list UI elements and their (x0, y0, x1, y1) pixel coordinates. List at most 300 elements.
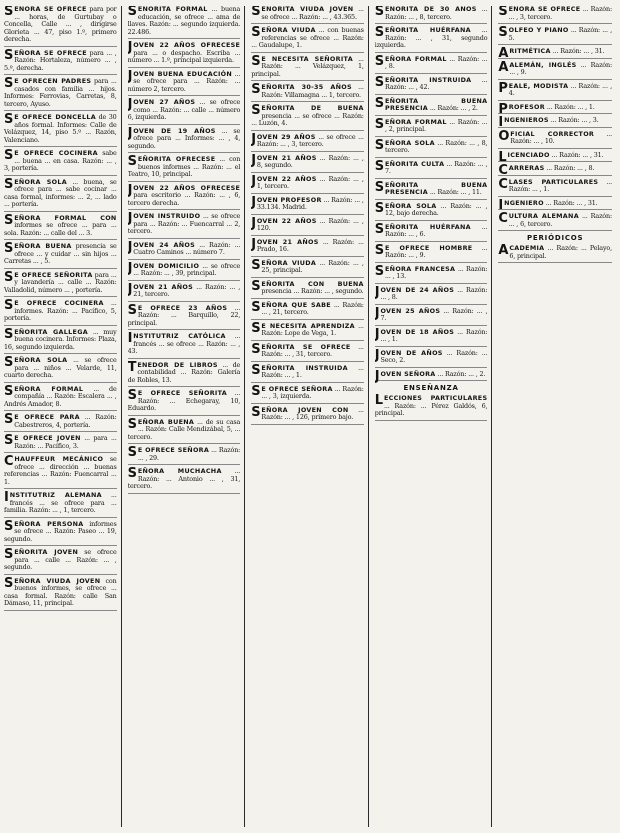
ad-heading: ALEMÁN, INGLÉS (509, 60, 577, 69)
classified-ad (128, 6, 241, 39)
ad-body: ... Razón: ... Seco, 2. (380, 348, 488, 364)
ad-body: de 30 años formal. Informes: Calle de Velázquez, 14, piso 5.º ... Razón, Valenciano. (4, 113, 117, 144)
ad-initial-letter: S (4, 269, 14, 285)
ad-initial-letter: S (127, 445, 137, 460)
classified-ad (251, 320, 364, 341)
classified-ad (127, 182, 241, 211)
ad-heading: RITMÉTICA (509, 47, 551, 55)
ad-initial-letter: S (4, 383, 14, 399)
classified-ad (127, 125, 241, 154)
classified-column-4 (375, 6, 493, 827)
ad-body: ... se ofrece para ... niños ... Velarde, 11, cuarto derecha. (4, 356, 117, 379)
section-heading: PERIÓDICOS (526, 234, 584, 242)
ad-initial-letter: S (4, 575, 14, 591)
classified-ad (375, 6, 488, 24)
ad-body: ... Razón: ... , 13. (385, 264, 488, 280)
ad-body: ... Razón: ... , 1. (380, 327, 488, 343)
ad-heading: OVEN 21 AÑOS (256, 237, 319, 246)
ad-heading: EÑORITA BUENA PRESENCIA (385, 96, 488, 112)
classified-ad (4, 326, 117, 355)
classified-ad (251, 84, 364, 102)
ad-body: ... Razón: ... , 7. (380, 306, 488, 322)
ad-initial-letter: S (127, 416, 137, 432)
ad-initial-letter: J (127, 125, 133, 141)
ad-heading: OVEN 22 AÑOS OFRECESE (133, 183, 241, 192)
ad-initial-letter: J (127, 211, 133, 226)
classified-ad (128, 447, 241, 465)
ad-heading: E OFRECE COCINERA (14, 299, 104, 307)
ad-heading: NGENIEROS (504, 116, 549, 124)
ad-heading: EÑORITA HUÉRFANA (385, 222, 471, 231)
classified-ad (4, 114, 117, 147)
ad-initial-letter: S (4, 241, 14, 256)
ad-heading: EÑORA MUCHACHA (137, 467, 222, 475)
ad-body: ... francés ... se ofrece ... Razón: ... , 43. (127, 332, 241, 355)
ad-body: ... Razón: ... , 3, tercero. (508, 6, 612, 21)
ad-body: ... Razón: ... , 29. (137, 446, 241, 462)
ad-initial-letter: J (374, 368, 380, 384)
classified-ad (128, 333, 241, 359)
ad-body: sabe ... buena ... en casa. Razón: ... , 3, portería. (4, 149, 117, 172)
ad-heading: EÑORA SE OFRECE (14, 48, 87, 57)
ad-heading: ICENCIADO (507, 150, 550, 159)
ad-initial-letter: S (251, 341, 261, 357)
ad-heading: EÑORITA CULTA (385, 159, 445, 168)
ad-body: ... Razón: ... , 7. (385, 159, 488, 175)
classified-ad (251, 105, 364, 131)
ad-initial-letter: J (127, 68, 133, 84)
ad-body: presencia se ofrece ... y cuidar ... sin hijos ... Carretas ... , 5. (4, 242, 117, 265)
ad-body: ... Razón: ... Cuatro Caminos ... número 7. (133, 240, 241, 256)
classified-ad (251, 152, 364, 173)
ad-body: ... de su casa ... Razón: Calle Mendizábal, 5, ... tercero. (127, 417, 241, 441)
ad-initial-letter: S (498, 6, 508, 19)
ad-initial-letter: S (251, 103, 261, 118)
ad-initial-letter: S (4, 112, 14, 127)
ad-heading: E OFRECE JOVEN (14, 434, 81, 442)
ad-body: ... Razón: ... , 33.134. Madrid. (256, 195, 364, 211)
ad-initial-letter: S (498, 25, 508, 40)
ad-initial-letter: J (374, 305, 380, 321)
classified-ad (498, 48, 612, 59)
classified-ad (4, 435, 117, 453)
ad-body: ... Razón: ... Pelayo, 6, principal. (509, 244, 612, 260)
ad-initial-letter: S (4, 326, 14, 342)
ad-heading: OVEN DE AÑOS (380, 348, 443, 357)
ad-body: se ofrece ... dirección ... buenas referencias ... Razón: Fuencarral ... 1. (4, 455, 117, 486)
classified-ad (4, 6, 117, 47)
ad-initial-letter: S (374, 242, 385, 258)
classified-ad (4, 456, 117, 489)
ad-heading: OVEN DE 19 AÑOS (133, 126, 216, 135)
ad-body: ... buena educación, se ofrece ... ama de llaves. Razón: ... segundo izquierda. 22.486. (127, 6, 241, 36)
ad-body: se ofrece para ... calle ... Razón: ... , segundo. (4, 548, 117, 571)
ad-initial-letter: J (127, 182, 133, 198)
classified-ad (4, 269, 117, 298)
ad-heading: OVEN INSTRUIDO (133, 212, 201, 220)
ad-heading: EÑORITA FORMAL (137, 6, 208, 13)
ad-body: ... Razón: ... , 8. (380, 285, 488, 301)
classified-ad (374, 284, 488, 305)
classified-ad (251, 131, 364, 152)
ad-initial-letter: S (251, 299, 261, 315)
ad-heading: E OFRECE SEÑORA (261, 384, 333, 393)
ad-initial-letter: J (374, 284, 380, 300)
ad-heading: EÑORA FORMAL (14, 384, 84, 393)
ad-body: ... Razón: ... , 8, tercero. (385, 6, 488, 21)
ad-heading: EÑORA FORMAL (385, 117, 447, 126)
ad-initial-letter: J (251, 152, 256, 168)
classified-ad (4, 414, 117, 432)
ad-initial-letter: S (127, 302, 137, 318)
ad-heading: EÑORITA OFRECESE (137, 155, 216, 163)
ad-initial-letter: J (374, 326, 380, 342)
classified-ad (498, 165, 612, 176)
classified-ad (498, 197, 612, 213)
ad-body: ... con buenos informes ... Razón: ... el Teatro, 10, principal. (127, 155, 241, 178)
ad-heading: EÑORA FRANCESA (385, 264, 456, 273)
ad-heading: E OFRECE HOMBRE (385, 243, 473, 252)
ad-heading: EÑORITA DE BUENA (261, 104, 364, 112)
ad-initial-letter: P (498, 80, 508, 96)
ad-body: para ... o despacho. Escriba ... número ... 1.º, principal izquierda. (127, 48, 241, 64)
ad-initial-letter: C (498, 176, 508, 192)
classified-ad (251, 6, 364, 24)
ad-initial-letter: S (374, 221, 385, 237)
ad-body: ... se ofrece ... Razón: ... , 39, principal. (133, 261, 241, 277)
ad-body: ... de compañía ... Razón: Escalera ... , Andrés Amador, 8. (4, 384, 117, 408)
ad-heading: HAUFFEUR MECÁNICO (14, 455, 104, 463)
ad-initial-letter: J (251, 173, 256, 189)
ad-initial-letter: O (498, 128, 510, 144)
ad-initial-letter: S (374, 6, 385, 19)
classified-ad (374, 263, 488, 284)
ad-body: ... Razón: ... , 3. (550, 116, 599, 124)
ad-body: ... se ofrece para ... Informes: ... , 4, segundo. (127, 126, 241, 150)
ad-initial-letter: J (127, 260, 133, 276)
ad-heading: EÑORA JOVEN CON (261, 405, 349, 414)
ad-body: ... Razón: ... , 1, tercero. (256, 174, 364, 190)
classified-ad (374, 74, 488, 95)
ad-body: ... Razón: ... Echegaray, 10, Eduardo. (127, 389, 241, 412)
classified-ad (374, 179, 488, 200)
classified-ad (374, 347, 488, 368)
ad-initial-letter: S (4, 76, 14, 91)
classified-ad (498, 27, 612, 45)
ad-initial-letter: L (498, 149, 507, 165)
ad-heading: EÑORA VIUDA JOVEN (14, 576, 101, 585)
classified-ad (128, 390, 241, 416)
ad-initial-letter: S (251, 82, 261, 97)
ad-body: con buenos informes, se ofrece ... casa formal. Razón: calle San Dámaso, 11, principal. (4, 576, 117, 607)
ad-body: ... Razón: ... , 42. (385, 75, 488, 91)
ad-body: ... Razón: ... , 31. (545, 198, 598, 207)
ad-initial-letter: S (127, 466, 137, 481)
classified-ad (251, 341, 364, 362)
ad-heading: EÑORITA JOVEN (14, 548, 79, 556)
ad-body: ... Razón: ... Barquillo, 22, principal. (127, 303, 241, 327)
classified-ad (374, 95, 488, 116)
ad-initial-letter: J (374, 347, 380, 363)
ad-body: para ... , Razón: Hortaleza, número ... , 5.º, derecha. (4, 48, 117, 72)
classified-column-3 (251, 6, 369, 827)
ad-heading: CADEMIA (509, 244, 545, 252)
classified-ad (251, 215, 364, 236)
ad-body: ... Razón: ... Velázquez, 1, principal. (251, 54, 364, 78)
classified-ad (127, 260, 241, 281)
ad-heading: EÑORA SOLA (385, 138, 435, 147)
ad-initial-letter: L (374, 393, 383, 408)
ad-initial-letter: S (127, 154, 137, 169)
ad-heading: EÑORA SE OFRECE (508, 6, 581, 13)
ad-initial-letter: C (498, 211, 508, 226)
classified-ad (4, 243, 117, 269)
ad-body: informes se ofrece ... Razón: Paseo ... 19, segundo. (4, 519, 117, 543)
ad-initial-letter: S (251, 383, 261, 399)
ad-heading: E OFRECE SEÑORITA (137, 389, 227, 397)
ad-initial-letter: S (374, 137, 385, 153)
ad-body: ... Razón: ... , 9. (385, 243, 488, 259)
ad-body: ... muy buena cocinera. Informes: Plaza, 16, segundo izquierda. (4, 327, 117, 351)
ad-body: presencia ... se ofrece ... Razón: ... Luzón, 4. (251, 111, 364, 127)
ad-initial-letter: S (374, 95, 385, 111)
ad-heading: EÑORA FORMAL CON (14, 213, 117, 222)
ad-initial-letter: A (498, 46, 509, 61)
ad-initial-letter: S (374, 116, 385, 132)
classified-ad (127, 359, 241, 388)
ad-initial-letter: S (251, 53, 261, 69)
ad-heading: ENEDOR DE LIBROS (137, 360, 218, 369)
ad-initial-letter: I (4, 490, 9, 505)
ad-body: ... Razón: Cabestreros, 4, portería. (14, 413, 117, 429)
ad-body: ... Razón: ... , 2. (437, 369, 486, 378)
ad-body: ... Razón: ... Antonio ... , 31, tercero. (127, 467, 241, 490)
ad-initial-letter: I (127, 331, 133, 346)
ad-heading: OVEN 24 AÑOS (133, 240, 196, 249)
ad-body: ... se ofrece para ... Razón: ... Fuencarral ... 2, tercero. (127, 212, 241, 235)
ad-heading: ARRERAS (508, 164, 545, 172)
classified-ad (375, 395, 488, 421)
classified-ad (4, 212, 117, 241)
ad-heading: NGENIERO (504, 198, 544, 207)
ad-body: ... Razón: ... , 31, tercero. (261, 342, 364, 358)
ad-heading: EÑORA SOLA (14, 177, 68, 186)
ad-initial-letter: S (4, 412, 14, 427)
ad-initial-letter: J (251, 131, 256, 147)
ad-heading: EÑORITA INSTRUIDA (261, 363, 348, 372)
ad-body: ... Razón: ... , 21, tercero. (261, 300, 364, 316)
classified-ad (498, 101, 612, 117)
classified-ad (251, 173, 364, 194)
classified-ad (251, 362, 364, 383)
ad-heading: OVEN 21 AÑOS (256, 153, 317, 162)
classified-ad (251, 257, 364, 278)
ad-initial-letter: T (127, 359, 137, 375)
ad-initial-letter: S (251, 404, 261, 420)
ad-heading: LASES PARTICULARES (508, 177, 599, 186)
ad-body: ... Razón: ... , 31, segundo izquierda. (374, 26, 488, 49)
ad-body: ... Razón: ... , 9. (509, 60, 612, 76)
ad-heading: OVEN DE 18 AÑOS (380, 327, 455, 336)
ad-heading: EÑORITA BUENA PRESENCIA (385, 180, 488, 196)
ad-body: ... francés ... se ofrece para ... familia. Razón: ... , 1, tercero. (4, 491, 117, 514)
classified-ad (498, 80, 612, 101)
ad-body: presencia ... Razón: ... , segundo. (261, 287, 364, 295)
classified-ad (128, 468, 241, 494)
ad-heading: OVEN 22 AÑOS OFRECESE (133, 41, 241, 49)
ad-body: ... se ofrece ... Razón: ... , 43.365. (261, 6, 364, 21)
ad-body: para por ... horas, de Gurtubay o Concella, Calle ... , dirigirse Glorieta ... 47, piso 1.º, primero derecha. (4, 6, 117, 43)
classified-ad (4, 575, 117, 611)
ad-heading: EÑORA SE OFRECE (14, 6, 87, 13)
ad-heading: EÑORITA INSTRUIDA (385, 75, 472, 84)
classified-ad (374, 200, 488, 221)
ad-initial-letter: S (374, 179, 385, 195)
ad-body: ... Razón: ... Prado, 16. (256, 237, 364, 253)
ad-body: ... buena, se ofrece para ... sabe cocinar ... casa formal, informes: ... 2, ... lado ... portería. (4, 177, 117, 208)
classified-ad (375, 27, 488, 53)
ad-body: ... Razón: ... , 6, tercero. (508, 212, 612, 228)
classified-ad (374, 158, 488, 179)
ad-initial-letter: S (251, 257, 261, 273)
ad-heading: ECCIONES PARTICULARES (383, 394, 488, 402)
ad-initial-letter: S (374, 158, 385, 174)
classified-ad (251, 53, 364, 82)
ad-heading: EÑORITA CON BUENA (261, 279, 364, 288)
classified-column-1 (4, 6, 122, 827)
classified-ad (128, 99, 241, 125)
ad-heading: EÑORA SOLA (14, 356, 68, 364)
classified-ad (498, 6, 612, 24)
classified-column-5 (498, 6, 616, 827)
ad-initial-letter: S (251, 278, 261, 294)
ad-heading: EÑORA BUENA (14, 242, 72, 250)
classified-ad (4, 518, 117, 547)
ad-heading: EÑORA BUENA (137, 417, 195, 426)
classified-ad (251, 299, 364, 320)
ad-heading: OVEN DE 24 AÑOS (380, 285, 455, 294)
ad-initial-letter: S (4, 176, 14, 192)
ad-initial-letter: J (127, 239, 133, 255)
classified-ad (374, 242, 488, 263)
ad-initial-letter: A (498, 59, 509, 75)
ad-heading: OVEN DOMICILIO (133, 261, 200, 270)
ad-heading: OLFEO Y PIANO (508, 26, 569, 34)
ad-body: ... Razón: ... , 2, principal. (385, 117, 488, 133)
ad-initial-letter: J (127, 40, 133, 55)
ad-heading: EÑORITA SE OFRECE (261, 342, 351, 351)
ad-initial-letter: S (251, 6, 261, 19)
classified-ad (251, 278, 364, 299)
ad-initial-letter: S (4, 355, 14, 370)
classified-ad (127, 281, 241, 302)
ad-body: ... Razón: ... , 21, tercero. (133, 282, 241, 298)
ad-heading: ROFESOR (508, 102, 545, 111)
ad-heading: EÑORA FORMAL (385, 54, 447, 63)
classified-ad (498, 59, 612, 80)
ad-heading: OVEN 21 AÑOS (133, 282, 194, 291)
ad-body: ... Razón: ... , 11. (429, 188, 482, 196)
ad-initial-letter: S (4, 298, 14, 313)
classified-ad (4, 150, 117, 176)
ad-heading: ULTURA ALEMANA (508, 212, 579, 220)
ad-body: ... Razón: Villamagna ... 1, tercero. (261, 83, 364, 99)
ad-body: ... para ... Razón: ... Pacífico, 3. (14, 434, 117, 450)
classified-ad (4, 176, 117, 212)
ad-heading: E OFRECE SEÑORA (137, 446, 210, 454)
ad-body: para ... casados con familia ... hijos. Informes: Ferrovias, Carretas, 8, tercero, Ayuso. (4, 77, 117, 108)
ad-heading: EÑORA QUE SABE (261, 300, 331, 309)
ad-body: ... Razón: ... , 5. (508, 26, 612, 42)
classified-ad (251, 194, 364, 215)
classified-ad (498, 176, 612, 197)
ad-heading: OVEN 22 AÑOS (256, 216, 317, 225)
ad-body: ... Razón: ... , 126, primero bajo. (261, 405, 364, 421)
ad-initial-letter: S (4, 148, 14, 163)
ad-heading: OVEN 22 AÑOS (256, 174, 317, 183)
ad-initial-letter: I (498, 197, 504, 213)
ad-initial-letter: S (4, 518, 14, 534)
ad-heading: E OFRECE COCINERA (14, 149, 98, 157)
classified-ad (127, 239, 241, 260)
classified-ad (374, 305, 488, 326)
ad-heading: EÑORA VIUDA (261, 26, 316, 34)
ad-body: ... Razón: ... , 4. (508, 81, 612, 97)
ad-heading: OVEN 25 AÑOS (380, 306, 441, 315)
ad-heading: EÑORA VIUDA (261, 258, 317, 267)
ad-heading: E OFRECEN PADRES (14, 77, 92, 85)
classified-ad (374, 368, 488, 384)
ad-initial-letter: J (127, 97, 133, 112)
classified-ad (374, 137, 488, 158)
ad-heading: E OFRECE DONCELLA (14, 113, 96, 121)
ad-heading: EÑORA SOLA (385, 201, 437, 210)
ad-body: ... Razón: ... , 1. (546, 102, 595, 111)
classified-ad (4, 78, 117, 111)
classified-ad (128, 42, 241, 68)
classified-ad (374, 326, 488, 347)
ad-heading: E NECESITA SEÑORITA (261, 54, 353, 63)
ad-heading: OVEN 27 AÑOS (133, 98, 196, 106)
ad-heading: OVEN BUENA EDUCACIÓN (133, 69, 232, 78)
classified-ad (498, 213, 612, 231)
ad-heading: E OFRECE PARA (14, 413, 80, 421)
classified-ad (251, 236, 364, 257)
ad-initial-letter: J (251, 236, 256, 252)
ad-heading: EÑORITA 30-35 AÑOS (261, 83, 352, 91)
classified-ad (374, 221, 488, 242)
ad-initial-letter: J (251, 215, 256, 231)
ad-initial-letter: J (127, 281, 133, 297)
ad-initial-letter: C (498, 163, 508, 178)
classified-ad (498, 245, 612, 263)
ad-initial-letter: S (127, 6, 137, 19)
classified-ad (251, 27, 364, 53)
ad-heading: OVEN PROFESOR (256, 195, 322, 204)
ad-heading: EALE, MODISTA (508, 81, 569, 90)
ad-body: ... Razón: ... , 120. (256, 216, 364, 232)
ad-heading: EÑORITA VIUDA JOVEN (261, 6, 354, 13)
ad-initial-letter: I (498, 115, 504, 130)
ad-heading: E OFRECE SEÑORITA (14, 270, 93, 279)
ad-heading: EÑORITA DE 30 AÑOS (385, 6, 477, 13)
ad-body: ... con buenas referencias se ofrece ... Razón: ... Gaudalupe, 1. (251, 26, 364, 49)
ad-initial-letter: S (251, 320, 261, 336)
ad-body: ... Razón: ... , 8. (546, 164, 595, 172)
ad-body: para ... y lavandería ... calle ... Razón: Valladolid, número ... , portería. (4, 270, 117, 294)
classified-ad (4, 492, 117, 518)
ad-body: ... se ofrece ... Razón: ... , 3, tercero. (256, 132, 364, 148)
